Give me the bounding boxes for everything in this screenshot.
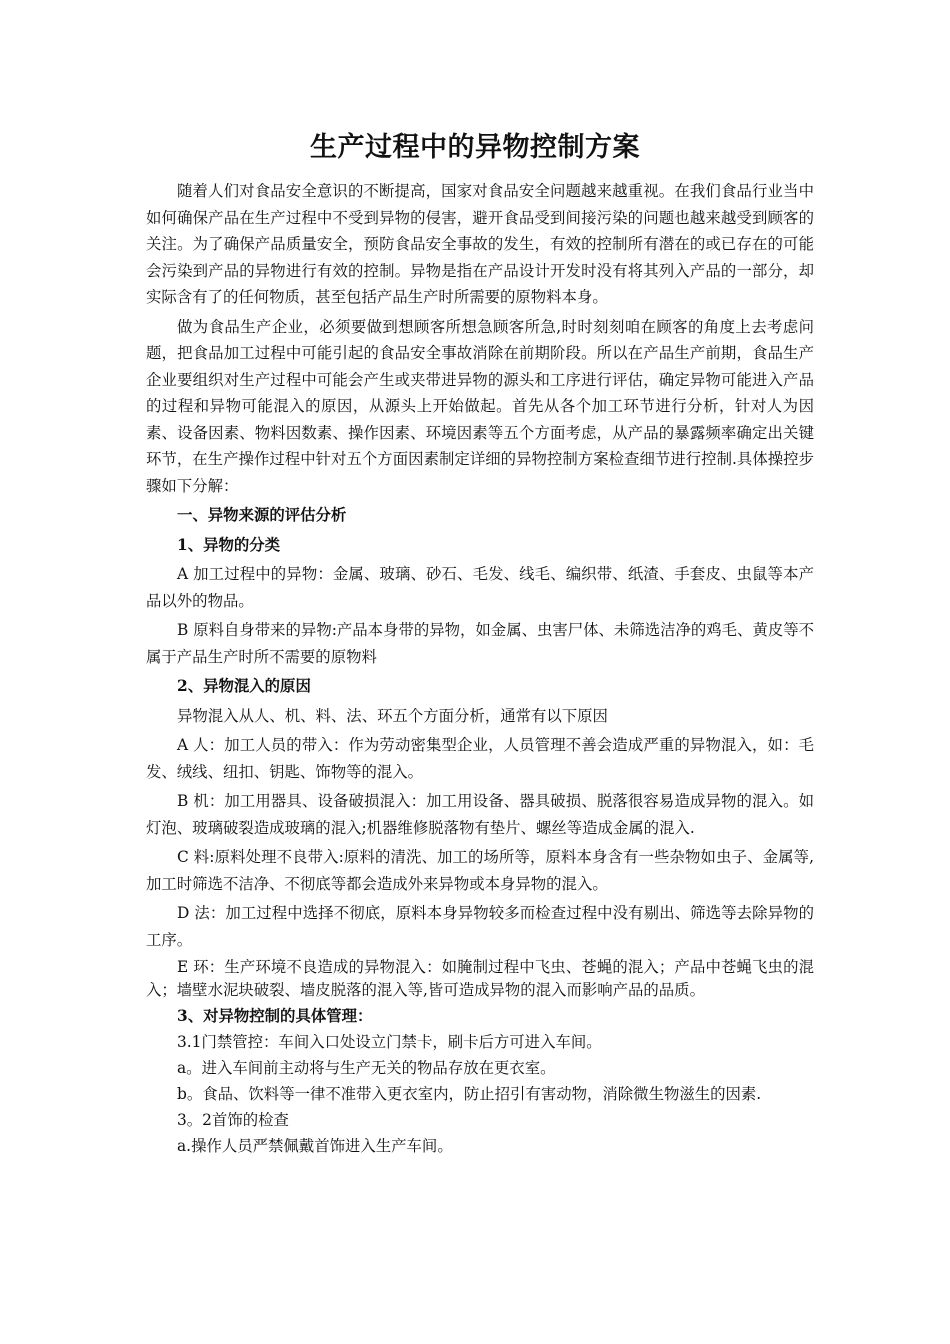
paragraph-jewelry-heading: 3。2首饰的检查	[177, 1111, 289, 1129]
paragraph-cause-method: D 法：加工过程中选择不彻底，原料本身异物较多而检查过程中没有剔出、筛选等去除异物的工序。	[146, 904, 814, 949]
paragraph-access-a: a。进入车间前主动将与生产无关的物品存放在更衣室。	[177, 1059, 556, 1077]
subsection-heading-2: 2、异物混入的原因	[177, 677, 311, 695]
section-heading-1: 一、异物来源的评估分析	[177, 506, 347, 524]
subsection-heading-1-1: 1、异物的分类	[177, 535, 281, 554]
paragraph-enterprise: 做为食品生产企业，必须要做到想顾客所想急顾客所急,时时刻刻咱在顾客的角度上去考虑问题，把食品加工过程中可能引起的食品安全事故消除在前期阶段。所以在产品生产前期，食品生产企业要组织对生产过程中可能会产生或夹带进异物的源头和工序进行评估，确定异物可能进入产品的过程和异物可能混入的原因，从源头上开始做起。首先从各个加工环节进行分析，针对人为因素、设备因素、物料因数素、操作因素、环境因素等五个方面考虑，从产品的暴露频率确定出关键环节，在生产操作过程中针对五个方面因素制定详细的异物控制方案检查细节进行控制.具体操控步骤如下分解：	[146, 317, 814, 495]
document-body	[146, 178, 814, 1161]
paragraph-foreign-b: B 原料自身带来的异物:产品本身带的异物，如金属、虫害尸体、未筛选洁净的鸡毛、黄皮等不属于产品生产时所不需要的原物料	[146, 621, 815, 666]
document-title: 生产过程中的异物控制方案	[310, 132, 640, 163]
paragraph-jewelry-a: a.操作人员严禁佩戴首饰进入生产车间。	[177, 1137, 453, 1155]
paragraph-intro: 随着人们对食品安全意识的不断提高，国家对食品安全问题越来越重视。在我们食品行业当中如何确保产品在生产过程中不受到异物的侵害，避开食品受到间接污染的问题也越来越受到顾客的关注。为了确保产品质量安全，预防食品安全事故的发生，有效的控制所有潜在的或已存在的可能会污染到产品的异物进行有效的控制。异物是指在产品设计开发时没有将其列入产品的一部分，却实际含有了的任何物质，甚至包括产品生产时所需要的原物料本身。	[146, 182, 814, 306]
paragraph-cause-machine: B 机：加工用器具、设备破损混入：加工用设备、器具破损、脱落很容易造成异物的混入。如灯泡、玻璃破裂造成玻璃的混入;机器维修脱落物有垫片、螺丝等造成金属的混入.	[146, 792, 814, 837]
subsection-heading-3: 3、对异物控制的具体管理：	[177, 1007, 373, 1025]
paragraph-foreign-a: A 加工过程中的异物：金属、玻璃、砂石、毛发、线毛、编织带、纸渣、手套皮、虫鼠等本产品以外的物品。	[146, 565, 814, 610]
paragraph-access-b: b。食品、饮料等一律不准带入更衣室内，防止招引有害动物，消除微生物滋生的因素.	[177, 1085, 762, 1103]
paragraph-cause-material: C 料:原料处理不良带入:原料的清洗、加工的场所等，原料本身含有一些杂物如虫子、金属等,加工时筛选不洁净、不彻底等都会造成外来异物或本身异物的混入。	[146, 848, 814, 893]
paragraph-cause-person: A 人：加工人员的带入：作为劳动密集型企业，人员管理不善会造成严重的异物混入，如：毛发、绒线、纽扣、钥匙、饰物等的混入。	[146, 736, 814, 781]
paragraph-cause-environment: E 环：生产环境不良造成的异物混入：如腌制过程中飞虫、苍蝇的混入；产品中苍蝇飞虫的混入；墙壁水泥块破裂、墙皮脱落的混入等,皆可造成异物的混入而影响产品的品质。	[146, 958, 814, 999]
paragraph-causes-intro: 异物混入从人、机、料、法、环五个方面分析，通常有以下原因	[177, 706, 608, 725]
paragraph-access-control: 3.1门禁管控：车间入口处设立门禁卡，刷卡后方可进入车间。	[177, 1033, 602, 1051]
